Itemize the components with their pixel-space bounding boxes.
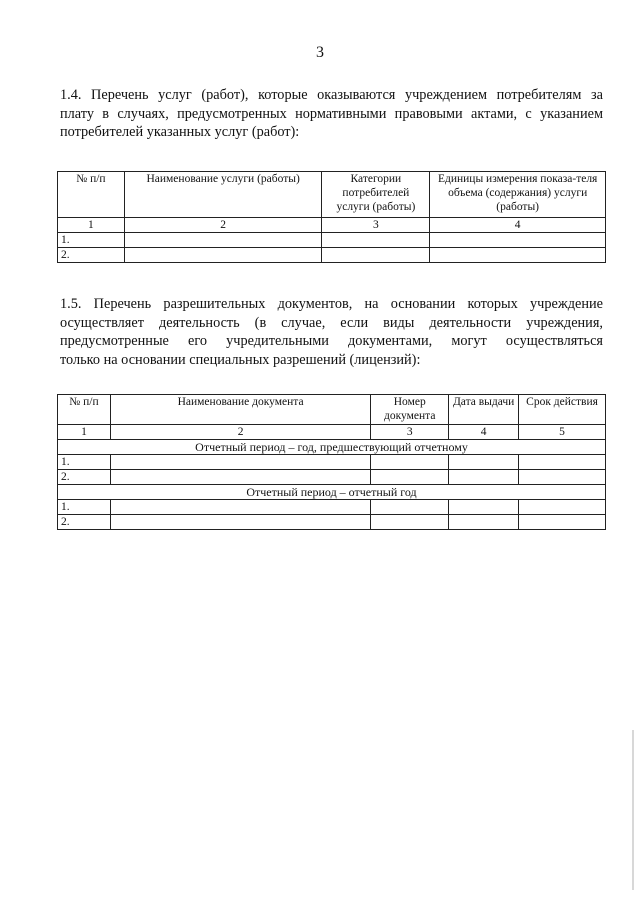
- table-cell: [449, 515, 519, 530]
- header-units: Единицы измерения показа-теля объема (содержания) услуги (работы): [430, 172, 606, 218]
- column-number: 2: [110, 425, 370, 440]
- header-document-number: Номер документа: [371, 395, 449, 425]
- row-number: 2.: [58, 470, 111, 485]
- table-cell: [124, 233, 322, 248]
- table-cell: [322, 233, 430, 248]
- section-1-5-line: только на основании специальных разрешений (лицензий):: [60, 351, 421, 368]
- section-1-4-text: [60, 86, 603, 142]
- column-number: 4: [430, 218, 606, 233]
- scan-edge-mark: [632, 730, 634, 890]
- table-cell: [371, 500, 449, 515]
- table-cell: [110, 470, 370, 485]
- permits-table: [57, 394, 606, 530]
- header-num: № п/п: [58, 172, 125, 218]
- header-issue-date: Дата выдачи: [449, 395, 519, 425]
- header-num: № п/п: [58, 395, 111, 425]
- table-cell: [110, 515, 370, 530]
- section-1-5-line: осуществляет деятельность (в случае, если виды деятельности учреждения,: [60, 314, 603, 331]
- column-number: 1: [58, 425, 111, 440]
- column-number-row: [58, 425, 606, 440]
- table-cell: [449, 455, 519, 470]
- table-cell: [449, 470, 519, 485]
- table-header-row: [58, 395, 606, 425]
- period-row: [58, 440, 606, 455]
- row-number: 1.: [58, 233, 125, 248]
- section-1-5-line: предусмотренные его учредительными документами, могут осуществляться: [60, 333, 603, 349]
- table-cell: [430, 233, 606, 248]
- header-validity-period: Срок действия: [519, 395, 606, 425]
- column-number: 1: [58, 218, 125, 233]
- table-row: [58, 515, 606, 530]
- header-consumer-category: Категории потребителей услуги (работы): [322, 172, 430, 218]
- column-number: 3: [322, 218, 430, 233]
- section-1-4-line: потребителей указанных услуг (работ):: [60, 124, 300, 140]
- period-previous-label: Отчетный период – год, предшествующий отчетному: [58, 440, 606, 455]
- table-cell: [519, 515, 606, 530]
- page-number: 3: [316, 44, 324, 61]
- table-cell: [430, 248, 606, 263]
- header-service-name: Наименование услуги (работы): [124, 172, 322, 218]
- column-number: 4: [449, 425, 519, 440]
- table-cell: [449, 500, 519, 515]
- period-row: [58, 485, 606, 500]
- section-1-5-text: [60, 295, 603, 369]
- table-row: [58, 455, 606, 470]
- table-cell: [124, 248, 322, 263]
- period-current-label: Отчетный период – отчетный год: [58, 485, 606, 500]
- header-document-name: Наименование документа: [110, 395, 370, 425]
- table-header-row: [58, 172, 606, 218]
- table-cell: [519, 455, 606, 470]
- table-row: [58, 500, 606, 515]
- services-table: [57, 171, 606, 263]
- column-number: 3: [371, 425, 449, 440]
- column-number: 5: [519, 425, 606, 440]
- row-number: 1.: [58, 455, 111, 470]
- table-cell: [519, 500, 606, 515]
- table-cell: [110, 500, 370, 515]
- table-row: [58, 248, 606, 263]
- table-cell: [322, 248, 430, 263]
- table-cell: [371, 455, 449, 470]
- row-number: 2.: [58, 515, 111, 530]
- row-number: 2.: [58, 248, 125, 263]
- table-row: [58, 470, 606, 485]
- table-cell: [110, 455, 370, 470]
- row-number: 1.: [58, 500, 111, 515]
- table-cell: [371, 515, 449, 530]
- section-1-4-line: 1.4. Перечень услуг (работ), которые оказываются учреждением потребителям за: [60, 87, 603, 103]
- column-number-row: [58, 218, 606, 233]
- section-1-4-line: плату в случаях, предусмотренных нормативными правовыми актами, с указанием: [60, 105, 603, 122]
- column-number: 2: [124, 218, 322, 233]
- table-cell: [519, 470, 606, 485]
- section-1-5-line: 1.5. Перечень разрешительных документов, на основании которых учреждение: [60, 296, 603, 312]
- table-cell: [371, 470, 449, 485]
- table-row: [58, 233, 606, 248]
